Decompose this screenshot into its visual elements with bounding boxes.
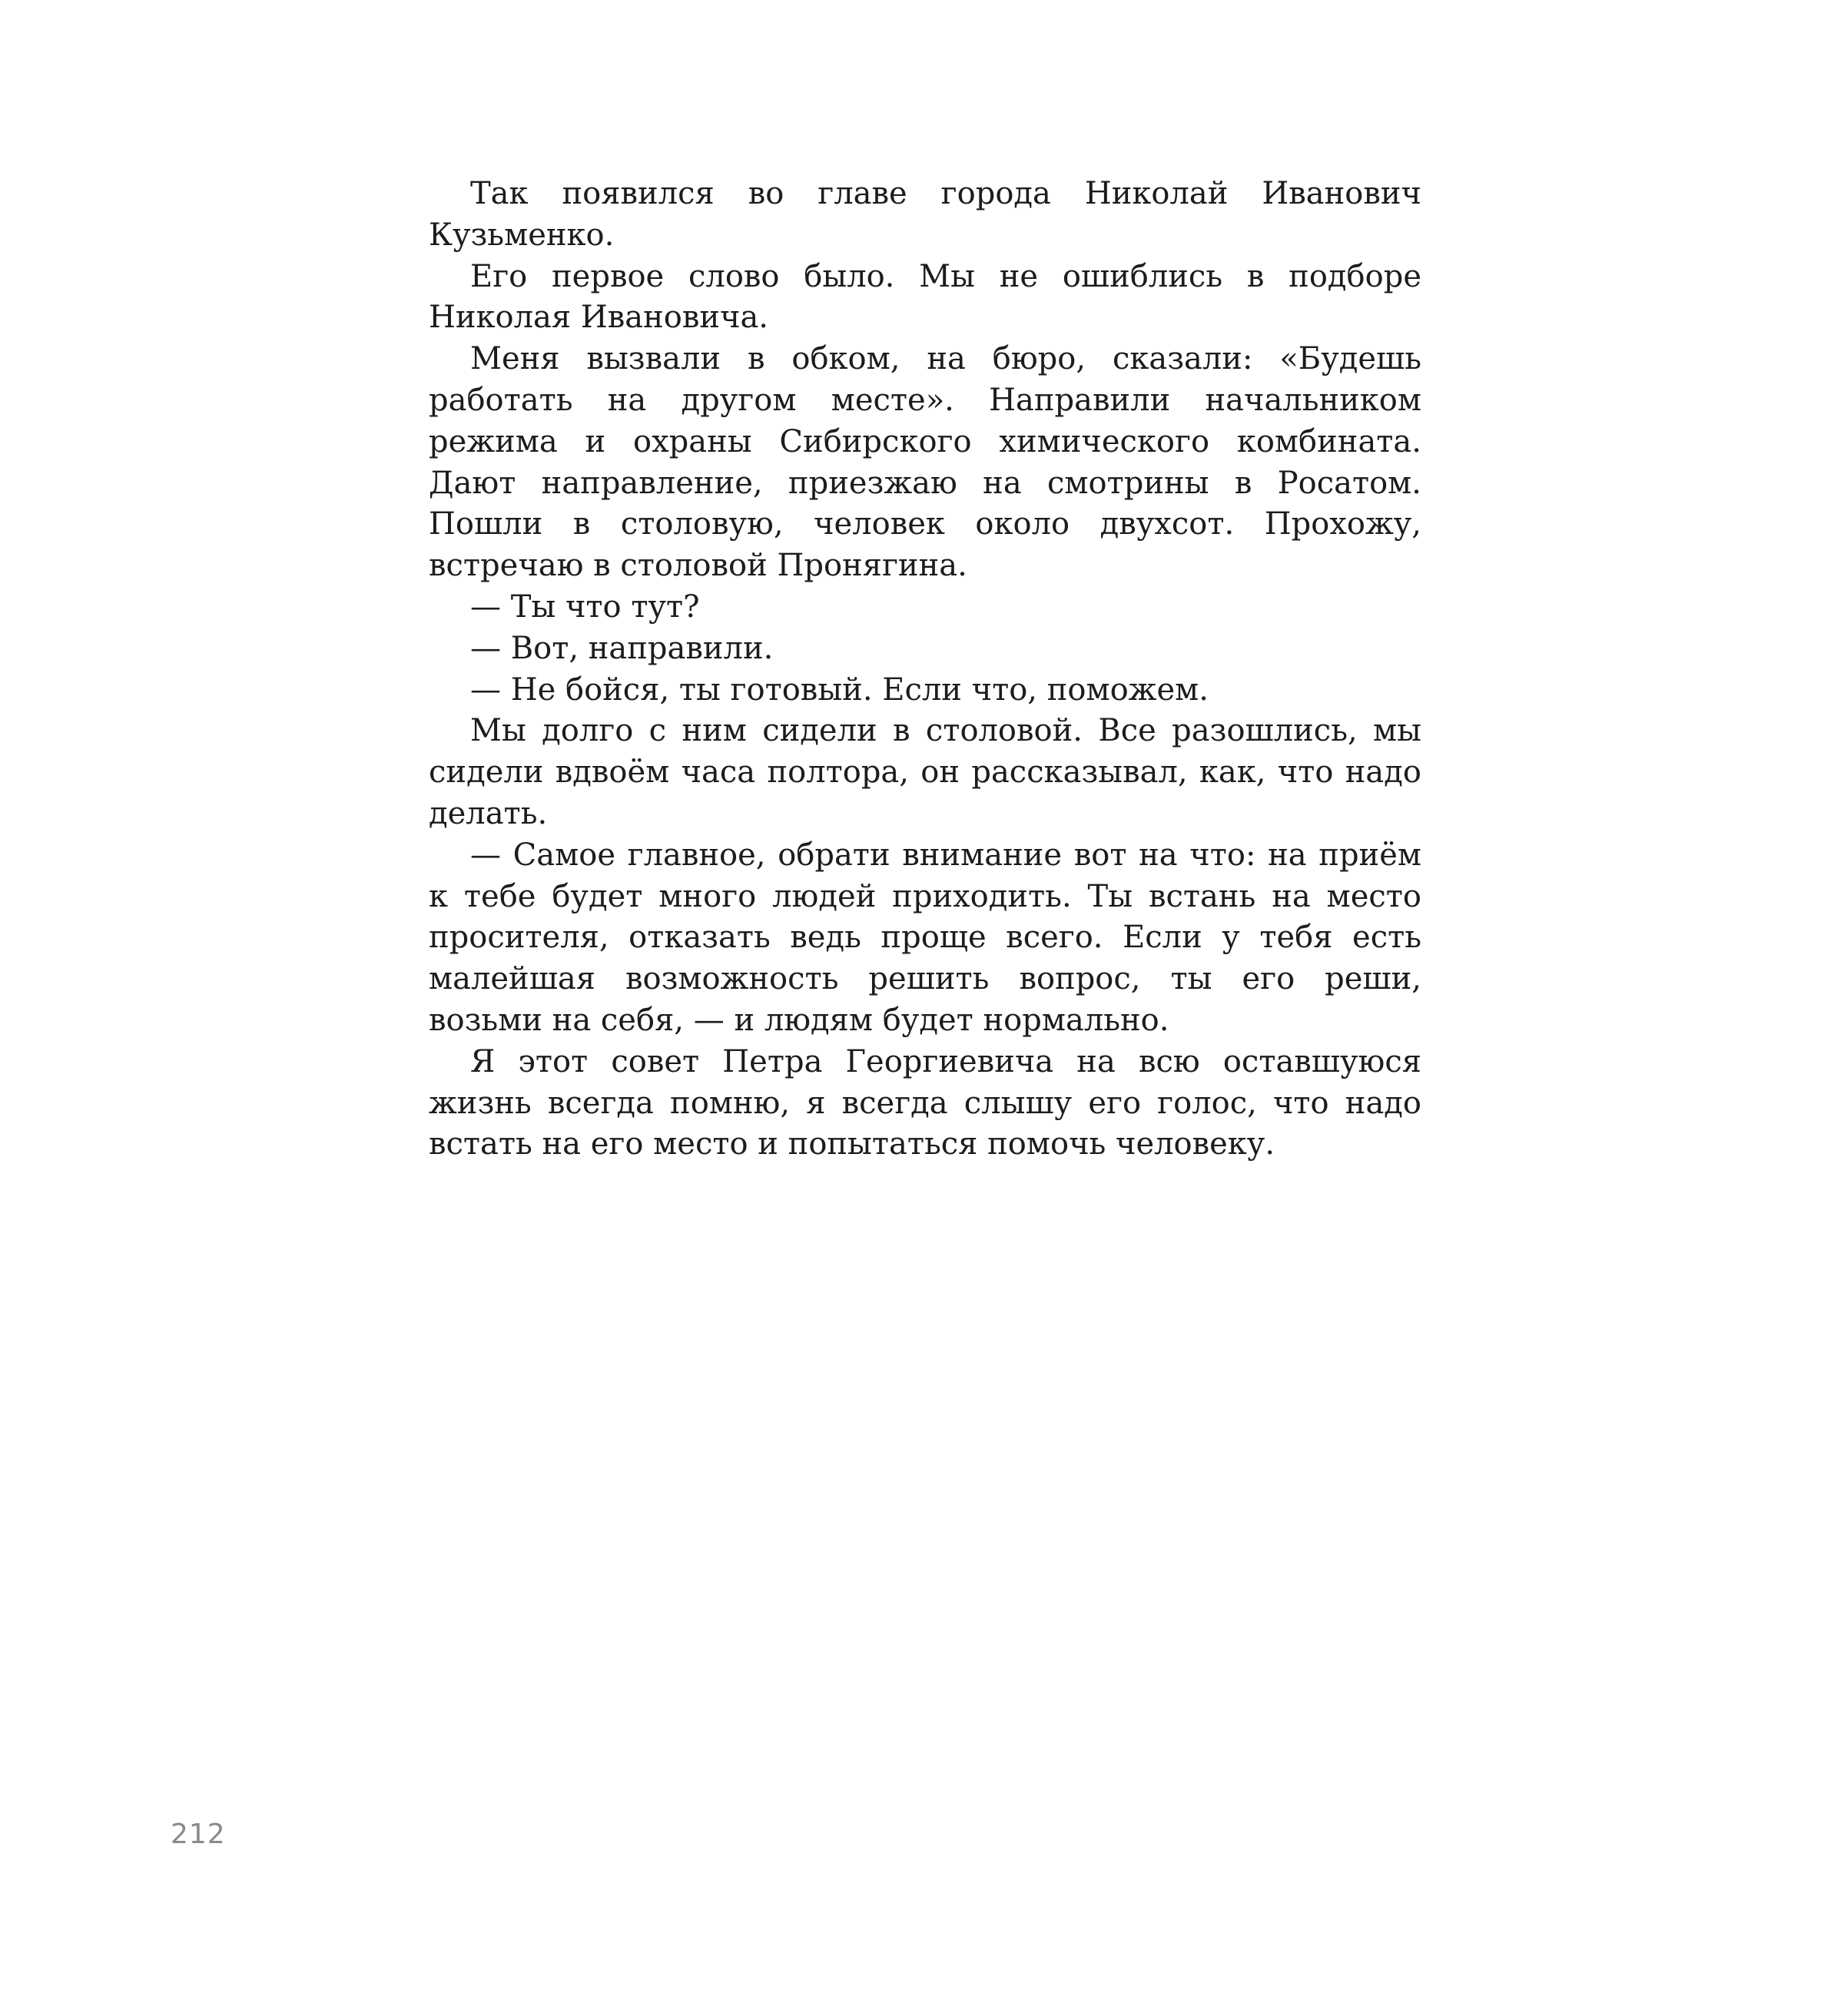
- paragraph-5: Я этот совет Петра Георгиевича на всю оставшуюся жизнь всегда помню, я всегда слышу его голос, что надо встать на его место и попытаться помочь человеку.: [429, 1043, 1421, 1162]
- dialogue-line-3: — Не бойся, ты готовый. Если что, поможем.: [470, 671, 1209, 708]
- paragraph-3: Меня вызвали в обком, на бюро, сказали: «Будешь работать на другом месте». Направили начальником режима и охраны Сибирского химического комбината. Дают направление, приезжаю на смотрины в Росатом. Пошли в столовую, человек около двухсот. Прохожу, встречаю в столовой Пронягина.: [429, 341, 1421, 584]
- dialogue-line-2: — Вот, направили.: [470, 630, 774, 666]
- dialogue-line-4: — Самое главное, обрати внимание вот на что: на приём к тебе будет много людей приходить. Ты встань на место просителя, отказать ведь проще всего. Если у тебя есть малейшая возможность решить вопрос, ты его реши, возьми на себя, — и людям будет нормально.: [429, 837, 1421, 1038]
- body-text: [429, 174, 1421, 1166]
- dialogue-line-1: — Ты что тут?: [470, 589, 700, 625]
- paragraph-2: Его первое слово было. Мы не ошиблись в подборе Николая Ивановича.: [429, 258, 1421, 336]
- page-number: 212: [171, 1819, 226, 1850]
- paragraph-4: Мы долго с ним сидели в столовой. Все разошлись, мы сидели вдвоём часа полтора, он рассказывал, как, что надо делать.: [429, 713, 1421, 831]
- paragraph-1: Так появился во главе города Николай Иванович Кузьменко.: [429, 176, 1421, 253]
